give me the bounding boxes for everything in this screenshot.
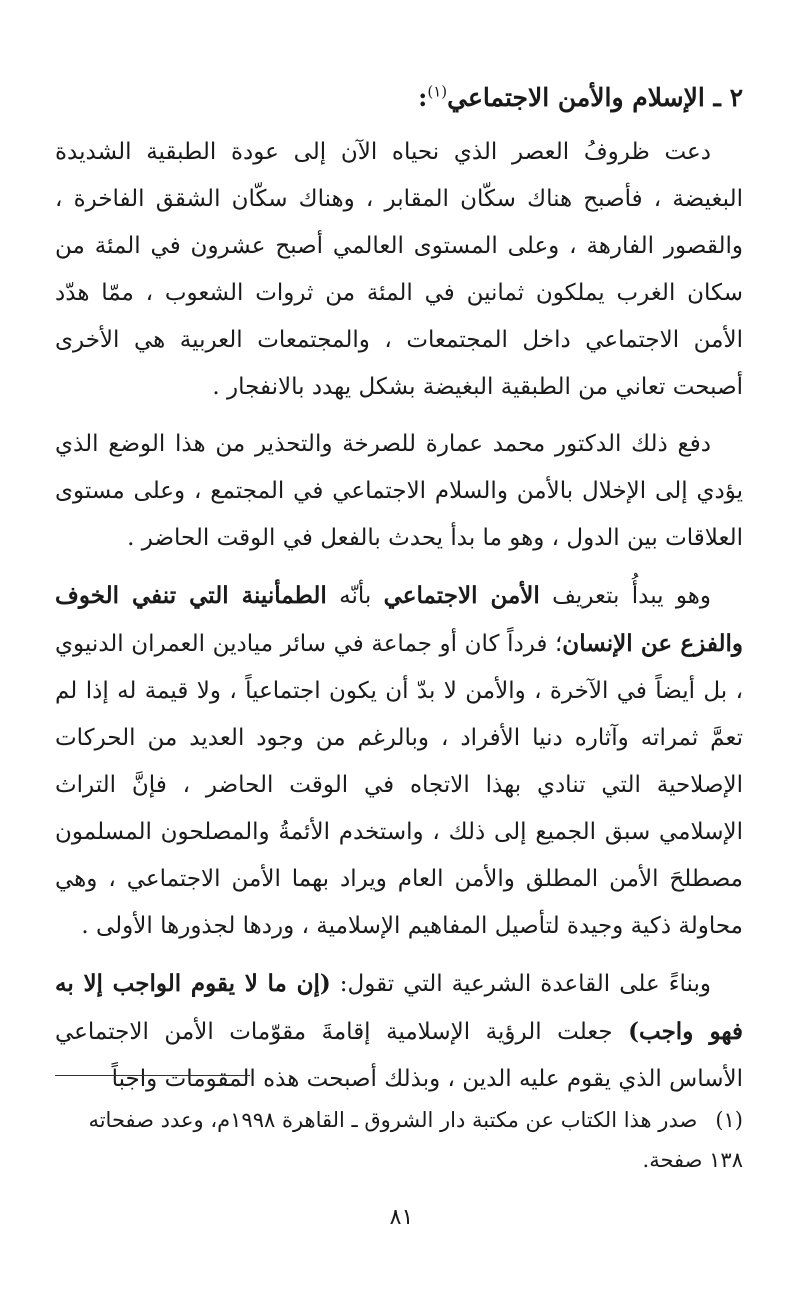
- footnote-number: (١): [715, 1108, 743, 1132]
- footnote: [55, 1100, 743, 1180]
- paragraph-3-bold-definition: الطمأنينة التي تنفي الخوف والفزع عن الإنسان: [55, 582, 743, 657]
- paragraph-4-part-2: جعلت الرؤية الإسلامية إقامةَ مقوّمات الأمن الاجتماعي الأساس الذي يقوم عليه الدين ، وبذلك أصبحت هذه المقومات واجباً: [55, 1019, 743, 1092]
- page-number: ٨١: [389, 1205, 414, 1230]
- section-title-colon: :: [418, 83, 428, 112]
- paragraph-2: دفع ذلك الدكتور محمد عمارة للصرخة والتحذير من هذا الوضع الذي يؤدي إلى الإخلال بالأمن والسلام الاجتماعي في المجتمع ، وعلى مستوى العلاقات بين الدول ، وهو ما بدأ يحدث بالفعل في الوقت الحاضر .: [55, 431, 743, 551]
- paragraph-4: [55, 960, 743, 1103]
- paragraph-3-part-2: بأنّه: [326, 583, 384, 609]
- footnote-reference[interactable]: (١): [427, 82, 448, 101]
- paragraph-4-part-1: وبناءً على القاعدة الشرعية التي تقول:: [330, 971, 711, 997]
- paragraph-3-bold-term: الأمن الاجتماعي: [383, 582, 540, 609]
- paragraph-1: دعت ظروفُ العصر الذي نحياه الآن إلى عودة الطبقية الشديدة البغيضة ، فأصبح هناك سكّان المقابر ، وهناك سكّان الشقق الفاخرة ، والقصور الفارهة ، وعلى المستوى العالمي أصبح عشرون في المئة من سكان الغرب يملكون ثمانين في المئة من ثروات الشعوب ، ممّا هدّد الأمن الاجتماعي داخل المجتمعات ، والمجتمعات العربية هي الأخرى أصبحت تعاني من الطبقية البغيضة بشكل يهدد بالانفجار .: [55, 139, 743, 400]
- paragraph-3-part-1: وهو يبدأُ بتعريف: [539, 583, 711, 609]
- footnote-divider: [55, 1075, 250, 1076]
- section-title: [55, 80, 743, 115]
- section-title-text: ٢ ـ الإسلام والأمن الاجتماعي: [447, 83, 743, 112]
- footnote-text: صدر هذا الكتاب عن مكتبة دار الشروق ـ القاهرة ١٩٩٨م، وعدد صفحاته ١٣٨ صفحة.: [88, 1108, 743, 1172]
- paragraph-3: [55, 572, 743, 950]
- paragraph-4-bold-rule: (إن ما لا يقوم الواجب إلا به فهو واجب): [55, 970, 743, 1045]
- paragraph-3-part-3: ؛ فرداً كان أو جماعة في سائر ميادين العمران الدنيوي ، بل أيضاً في الآخرة ، والأمن لا بدّ أن يكون اجتماعياً ، ولا قيمة له إذا لم تعمَّ ثمراته وآثاره دنيا الأفراد ، وبالرغم من وجود العديد من الحركات الإصلاحية التي تنادي بهذا الاتجاه في الوقت الحاضر ، فإنَّ التراث الإسلامي سبق الجميع إلى ذلك ، واستخدم الأئمةُ والمصلحون المسلمون مصطلحَ الأمن المطلق والأمن العام ويراد بهما الأمن الاجتماعي ، وهي محاولة ذكية وجيدة لتأصيل المفاهيم الإسلامية ، وردها لجذورها الأولى .: [55, 631, 743, 939]
